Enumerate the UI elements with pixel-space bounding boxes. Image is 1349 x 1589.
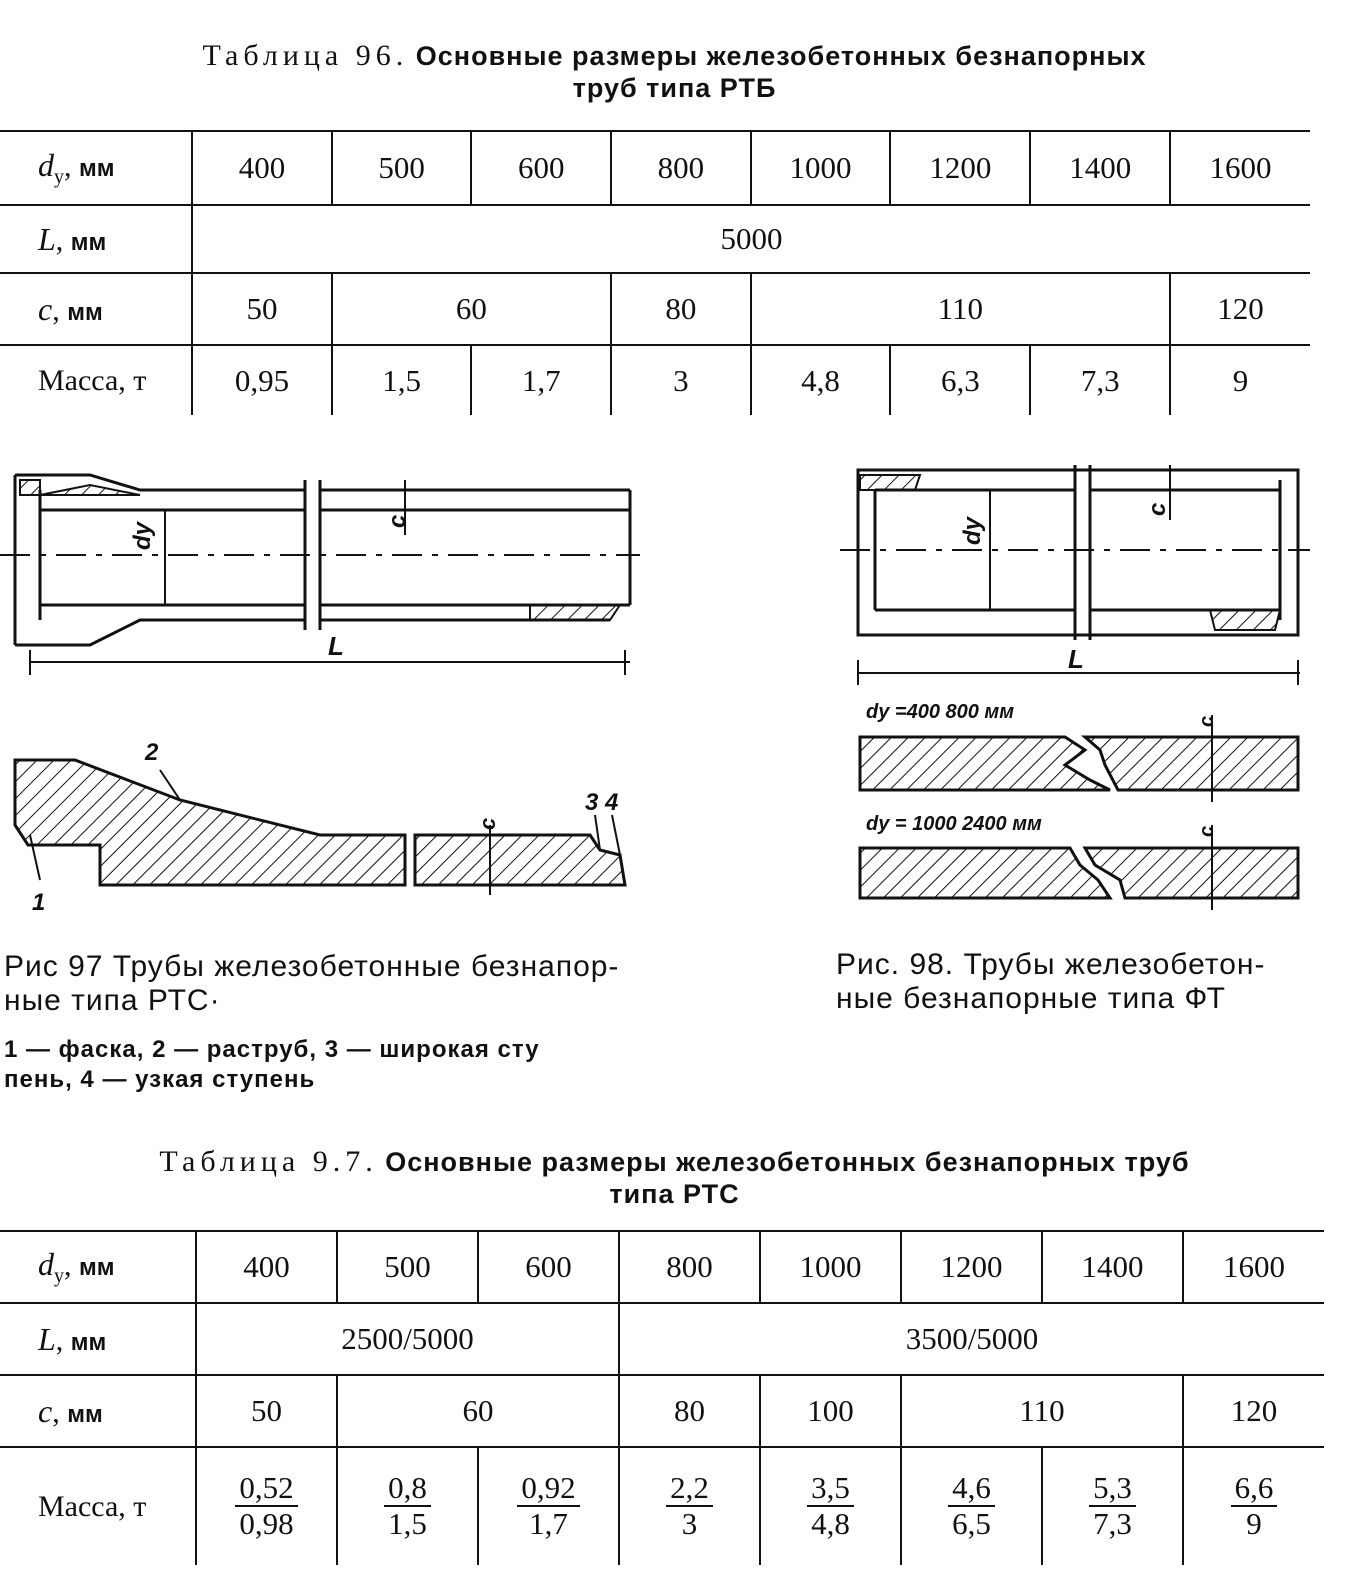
row-header-mass: Масса, т <box>38 363 147 397</box>
fig97-pipe-drawing <box>0 475 640 675</box>
table-cell: 0,95 <box>192 345 332 415</box>
table-cell: 120 <box>1170 273 1310 345</box>
fig98-joint-small <box>860 715 1298 802</box>
row-header-L: L, мм <box>38 220 107 257</box>
table-cell: 1000 <box>751 131 891 205</box>
table-cell: 110 <box>751 273 1170 345</box>
fig97-caption-line2: ные типа РТС· <box>4 984 221 1017</box>
drawings-figure-97-98 <box>0 440 1349 940</box>
fig98-c-label: c <box>1144 502 1171 516</box>
table-cell: 600 <box>478 1231 619 1303</box>
table97-row-mass <box>0 1447 1324 1565</box>
fig98-caption-line1: Рис. 98. Трубы железобетон- <box>836 948 1266 981</box>
table97-row-dy <box>0 1231 1324 1303</box>
row-header-dy: $d_у$, мм <box>38 1246 115 1287</box>
row-header-L: L, мм <box>38 1320 107 1357</box>
row-header-c: c, мм <box>38 1392 103 1429</box>
table-cell: 800 <box>611 131 751 205</box>
table96-row-c <box>0 273 1310 345</box>
fig98-range1-label: dу =400 800 мм <box>866 701 1015 723</box>
table97-label: Таблица 9.7. <box>159 1145 378 1178</box>
table-cell: 1400 <box>1030 131 1170 205</box>
fig98-range2-label: dу = 1000 2400 мм <box>866 813 1042 835</box>
table-cell <box>619 1447 760 1565</box>
table-cell: 1,7 <box>471 345 611 415</box>
mass-fraction: $\frac{2,2}{3}$ <box>666 1471 713 1541</box>
table-cell: 400 <box>196 1231 337 1303</box>
fig97-caption <box>4 950 619 1018</box>
table-cell <box>1042 1447 1183 1565</box>
table96-label: Таблица 96. <box>202 39 409 72</box>
fig97-num-1: 1 <box>32 889 46 916</box>
fig98-L-label: L <box>1068 644 1084 674</box>
table-cell <box>478 1447 619 1565</box>
table-cell: 3 <box>611 345 751 415</box>
table-cell: 120 <box>1183 1375 1324 1447</box>
mass-fraction: $\frac{0,92}{1,7}$ <box>517 1471 579 1541</box>
table96-caption <box>0 40 1349 104</box>
fig98-caption-line2: ные безнапорные типа ФТ <box>836 982 1227 1015</box>
table-cell: 5000 <box>192 205 1310 273</box>
table97 <box>0 1230 1324 1565</box>
table97-row-L <box>0 1303 1324 1375</box>
table-cell: 800 <box>619 1231 760 1303</box>
table-cell: 2500/5000 <box>196 1303 619 1375</box>
fig97-legend-line2: пень, 4 — узкая ступень <box>4 1066 316 1093</box>
table-cell <box>337 1447 478 1565</box>
fig97-legend-line1: 1 — фаска, 2 — раструб, 3 — широкая сту <box>4 1036 540 1063</box>
table-cell: 50 <box>192 273 332 345</box>
table-cell: 110 <box>901 1375 1183 1447</box>
table96-title-line2: труб типа РТБ <box>572 73 777 103</box>
fig97-detail-c-label: c <box>475 817 500 830</box>
table-cell: 1000 <box>760 1231 901 1303</box>
table96-row-mass <box>0 345 1310 415</box>
mass-fraction: $\frac{0,52}{0,98}$ <box>235 1471 297 1541</box>
table-cell <box>196 1447 337 1565</box>
table-cell: 6,3 <box>890 345 1030 415</box>
table-cell: 4,8 <box>751 345 891 415</box>
table-cell: 3500/5000 <box>619 1303 1324 1375</box>
table-cell: 600 <box>471 131 611 205</box>
table-cell: 80 <box>611 273 751 345</box>
table-cell <box>760 1447 901 1565</box>
table-cell: 1400 <box>1042 1231 1183 1303</box>
table-cell: 60 <box>332 273 611 345</box>
fig97-num-4: 4 <box>605 789 619 816</box>
table-cell: 500 <box>337 1231 478 1303</box>
table-cell: 9 <box>1170 345 1310 415</box>
table96-row-L <box>0 205 1310 273</box>
fig98-small-c-label: c <box>1196 715 1218 727</box>
fig97-caption-line1: Рис 97 Трубы железобетонные безнапор- <box>4 950 620 983</box>
fig97-num-3: 3 <box>585 789 599 816</box>
table-cell <box>901 1447 1042 1565</box>
row-header-c: c, мм <box>38 290 103 327</box>
table-cell <box>1183 1447 1324 1565</box>
mass-fraction: $\frac{4,6}{6,5}$ <box>948 1471 995 1541</box>
table-cell: 1200 <box>901 1231 1042 1303</box>
table-cell: 60 <box>337 1375 619 1447</box>
mass-fraction: $\frac{0,8}{1,5}$ <box>384 1471 431 1541</box>
fig97-dy-label: dу <box>129 521 156 550</box>
row-header-mass: Масса, т <box>38 1489 147 1523</box>
table-cell: 1600 <box>1183 1231 1324 1303</box>
table97-caption <box>0 1146 1349 1210</box>
table97-title-line2: типа РТС <box>609 1179 740 1209</box>
fig98-large-c-label: c <box>1196 825 1218 837</box>
table-cell: 1600 <box>1170 131 1310 205</box>
fig97-detail-drawing <box>15 760 625 895</box>
table96 <box>0 130 1310 415</box>
fig97-c-label: c <box>384 514 411 528</box>
fig97-L-label: L <box>328 631 344 661</box>
table-cell: 1200 <box>890 131 1030 205</box>
mass-fraction: $\frac{6,6}{9}$ <box>1231 1471 1278 1541</box>
table-cell: 500 <box>332 131 472 205</box>
table97-row-c <box>0 1375 1324 1447</box>
table-cell: 1,5 <box>332 345 472 415</box>
table-cell: 400 <box>192 131 332 205</box>
table97-title-line1: Основные размеры железобетонных безнапорных труб <box>385 1147 1190 1177</box>
fig98-caption <box>836 948 1265 1016</box>
table96-row-dy <box>0 131 1310 205</box>
table96-title-line1: Основные размеры железобетонных безнапорных <box>415 41 1147 71</box>
fig97-num-2: 2 <box>145 739 159 766</box>
mass-fraction: $\frac{3,5}{4,8}$ <box>807 1471 854 1541</box>
mass-fraction: $\frac{5,3}{7,3}$ <box>1089 1471 1136 1541</box>
table-cell: 80 <box>619 1375 760 1447</box>
fig98-dy-label: dу <box>959 516 986 545</box>
fig98-joint-large <box>860 825 1298 910</box>
fig97-legend <box>4 1035 540 1095</box>
row-header-dy: $d_у$, мм <box>38 147 115 188</box>
table-cell: 50 <box>196 1375 337 1447</box>
table-cell: 100 <box>760 1375 901 1447</box>
table-cell: 7,3 <box>1030 345 1170 415</box>
